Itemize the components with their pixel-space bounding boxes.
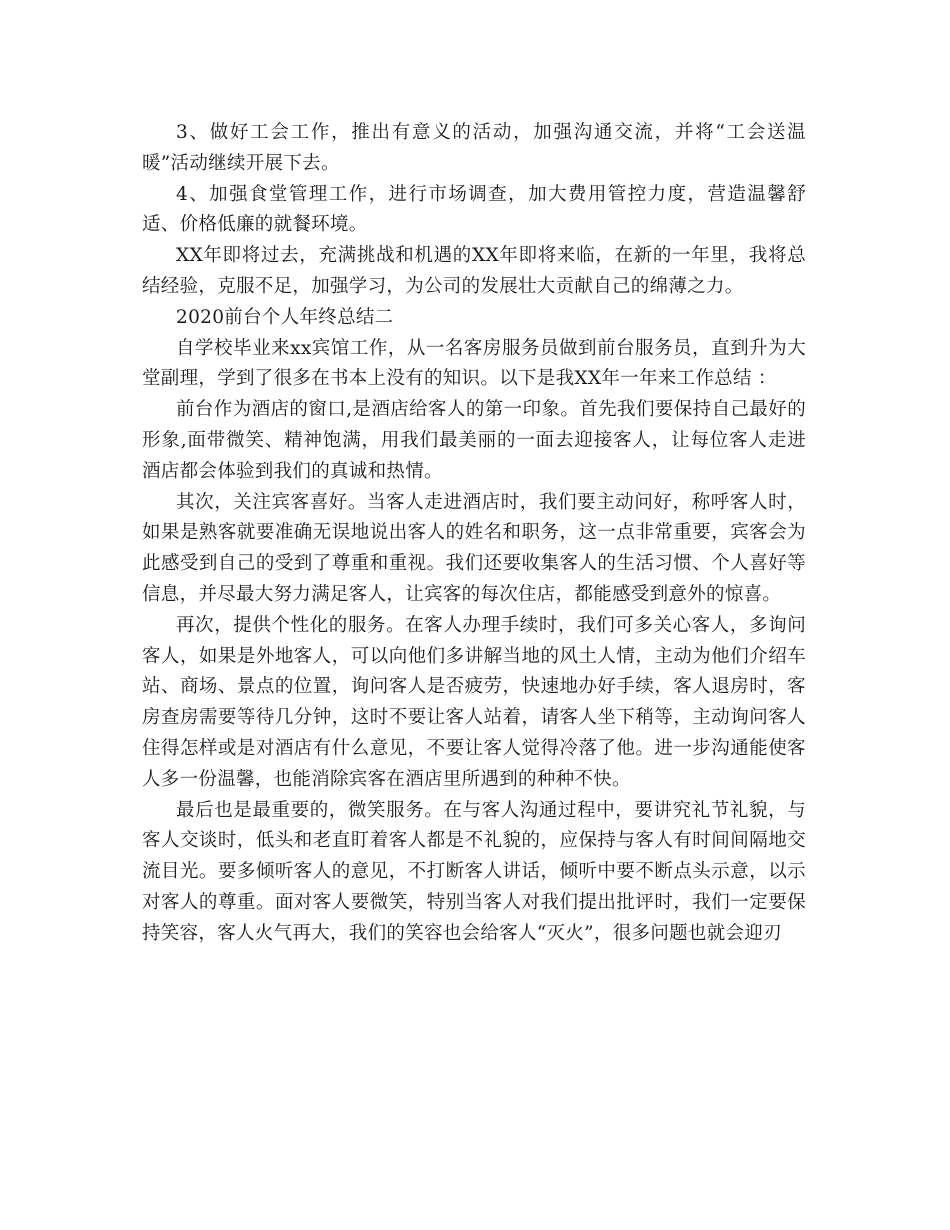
document-body — [142, 118, 806, 950]
section-heading: 2020前台个人年终总结二 — [176, 306, 394, 328]
paragraph-union-work: 3、做好工会工作，推出有意义的活动，加强沟通交流，并将“工会送温暖”活动继续开展下去。 — [142, 122, 806, 174]
paragraph-guest-preferences: 其次，关注宾客喜好。当客人走进酒店时，我们要主动问好，称呼客人时，如果是熟客就要准确无误地说出客人的姓名和职务，这一点非常重要，宾客会为此感受到自己的受到了尊重和重视。我们还要收集客人的生活习惯、个人喜好等信息，并尽最大努力满足客人，让宾客的每次住店，都能感受到意外的惊喜。 — [142, 491, 806, 605]
paragraph-front-desk-image: 前台作为酒店的窗口,是酒店给客人的第一印象。首先我们要保持自己最好的形象,面带微笑、精神饱满，用我们最美丽的一面去迎接客人，让每位客人走进酒店都会体验到我们的真诚和热情。 — [142, 399, 806, 482]
paragraph-intro: 自学校毕业来xx宾馆工作，从一名客房服务员做到前台服务员，直到升为大堂副理，学到了很多在书本上没有的知识。以下是我XX年一年来工作总结 ： — [142, 337, 806, 390]
paragraph-year-closing: XX年即将过去，充满挑战和机遇的XX年即将来临，在新的一年里，我将总结经验，克服不足，加强学习，为公司的发展壮大贡献自己的绵薄之力。 — [142, 245, 806, 297]
paragraph-canteen-management: 4、加强食堂管理工作，进行市场调查，加大费用管控力度，营造温馨舒适、价格低廉的就餐环境。 — [142, 183, 806, 236]
paragraph-smile-service: 最后也是最重要的，微笑服务。在与客人沟通过程中，要讲究礼节礼貌，与客人交谈时，低头和老直盯着客人都是不礼貌的，应保持与客人有时间间隔地交流目光。要多倾听客人的意见，不打断客人讲话，倾听中要不断点头示意，以示对客人的尊重。面对客人要微笑，特别当客人对我们提出批评时，我们一定要保持笑容，客人火气再大，我们的笑容也会给客人“灭火”，很多问题也就会迎刃 — [142, 799, 806, 944]
paragraph-personalized-service: 再次，提供个性化的服务。在客人办理手续时，我们可多关心客人，多询问客人，如果是外地客人，可以向他们多讲解当地的风土人情，主动为他们介绍车站、商场、景点的位置，询问客人是否疲劳，快速地办好手续，客人退房时，客房查房需要等待几分钟，这时不要让客人站着，请客人坐下稍等，主动询问客人住得怎样或是对酒店有什么意见，不要让客人觉得冷落了他。进一步沟通能使客人多一份温馨，也能消除宾客在酒店里所遇到的种种不快。 — [142, 614, 806, 790]
